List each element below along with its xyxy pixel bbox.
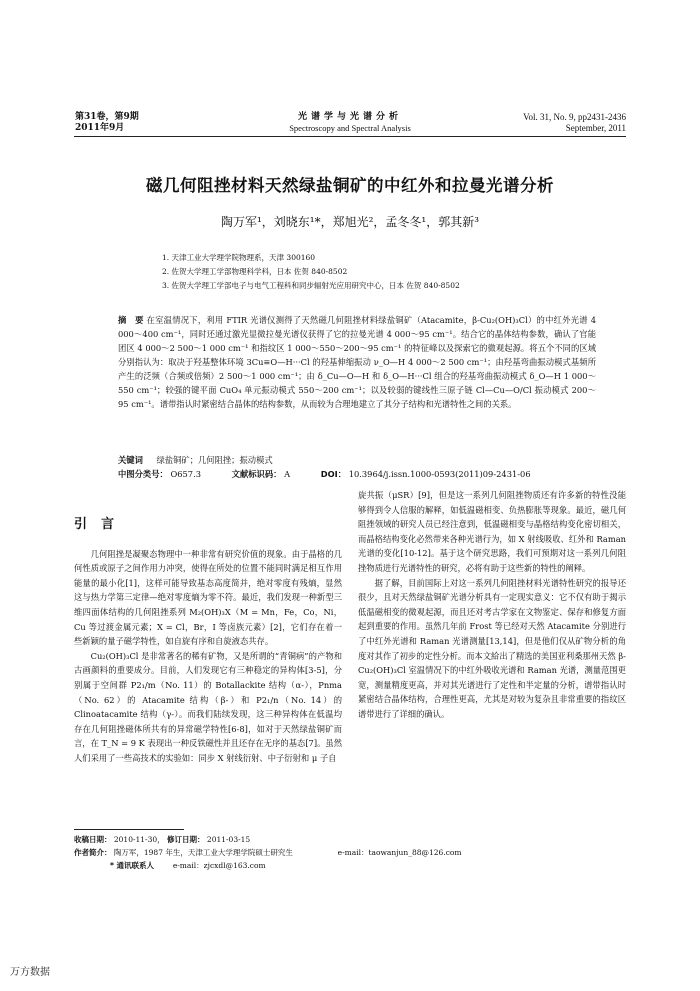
publication-month: September, 2011 <box>565 123 626 133</box>
doi-value: 10.3964/j.issn.1000-0593(2011)09-2431-06 <box>348 469 531 479</box>
intro-paragraph-2: Cu₂(OH)₃Cl 是非常著名的稀有矿物，又是所谓的“青铜病”的产物和古画颜料的重要成分。目前，人们发现它有三种稳定的异构体[3-5]，分别属于空间群 P2₁/m（No. 11）的 Botallackite 结构（α-），Pnma（No. 62）的 Atacamite 结构（β-）和 P2₁/n（No. 14）的 Clinoatacamite 结构（γ-）。而我们陆续发现，这三种异构体在低温均存在几何阻挫磁体所共有的异常磁学特性[6-8]，如对于天然绿盐铜矿而言，在 T_N = 9 K 表现出一种反铁磁性并且还存在无序的基态[7]。虽然人们采用了一些高技术的实验如：同步 X 射线衍射、中子衍射和 μ 子自 <box>74 650 342 763</box>
journal-name <box>250 112 450 134</box>
doc-code-label: 文献标识码： <box>231 469 282 479</box>
revised-label: 修订日期： <box>167 835 205 844</box>
journal-name-cn: 光谱学与光谱分析 <box>297 112 402 122</box>
volume-issue: 第31卷，第9期 <box>75 112 139 122</box>
received-label: 收稿日期： <box>74 835 112 844</box>
corresponding-line <box>74 859 626 872</box>
right-column <box>358 488 626 722</box>
received-date: 2010-11-30， <box>113 835 165 844</box>
volume-pages: Vol. 31, No. 9, pp2431-2436 <box>523 112 626 122</box>
keywords-label: 关键词 <box>118 455 143 465</box>
abstract-text: 在室温情况下，利用 FTIR 光谱仪测得了天然磁几何阻挫材料绿盐铜矿（Atacamite，β-Cu₂(OH)₃Cl）的中红外光谱 4 000～400 cm⁻¹，同时还通过激光显微拉曼光谱仪获得了它的拉曼光谱 4 000～95 cm⁻¹。结合它的晶体结构参数，确认了官能团区 4 000～2 500～1 000 cm⁻¹ 和指纹区 1 000～550～200～95 cm⁻¹ 的特征峰以及探索它的微观起源。将五个不同的区域分别指认为：取决于羟基整体环境 3Cu≡O—H···Cl 的羟基伸缩振动 ν_O—H 4 000～2 500 cm⁻¹；由羟基弯曲振动模式基频所产生的泛频（合频或倍频）2 500～1 000 cm⁻¹；由 δ_Cu—O—H 和 δ_O—H···Cl 组合的羟基弯曲振动模式 δ_O—H 1 000～550 cm⁻¹；较强的键平面 CuO₄ 单元振动模式 550～200 cm⁻¹；以及较弱的键线性三原子链 Cl—Cu—O/Cl 振动模式 200～95 cm⁻¹。谱带指认时紧密结合晶体的结构参数，从而较为合理地建立了其分子结构和光谱特性之间的关系。 <box>118 315 596 409</box>
clc-value: O657.3 <box>170 469 201 479</box>
abstract <box>118 313 596 411</box>
paper-title: 磁几何阻挫材料天然绿盐铜矿的中红外和拉曼光谱分析 <box>146 176 554 195</box>
keywords <box>118 453 273 467</box>
journal-name-en: Spectroscopy and Spectral Analysis <box>289 123 411 133</box>
intro-paragraph-4: 据了解，目前国际上对这一系列几何阻挫材料光谱特性研究的报导还很少，且对天然绿盐铜矿光谱分析具有一定现实意义：它不仅有助于揭示低温磁相变的微观起源，而且还对考古学家在文物鉴定、保存和修复方面起到重要的作用。虽然几年前 Frost 等已经对天然 Atacamite 分别进行了中红外光谱和 Raman 光谱测量[13,14]，但是他们仅从矿物分析的角度对其作了初步的定性分析。而本文給出了精选的美国亚利桑那州天然 β-Cu₂(OH)₃Cl 室温情况下的中红外吸收光谱和 Raman 光谱，测量范围更宽，测量精度更高，并对其光谱进行了定性和半定量的分析，谱带指认时紧密结合晶体结构，合理性更高，尤其是对较为复杂且非常重要的指纹区谱带进行了详细的确认。 <box>358 577 626 719</box>
left-column <box>74 488 342 766</box>
journal-volume-info-en <box>523 112 626 134</box>
keywords-text: 绿盐铜矿；几何阻挫；振动模式 <box>156 455 273 465</box>
bio-text: 陶万军，1987 年生，天津工业大学理学院硕士研究生 <box>113 848 293 857</box>
intro-paragraph-1: 几何阻挫是凝聚态物理中一种非常有研究价值的现象。由于晶格的几何性质或原子之间作用力冲突，使得在所处的位置不能同时满足相互作用能量的最小化[1]，这样可能导致基态高度简并，绝对零度有残熵，显然这与热力学第三定律—绝对零度熵为零不符。最近，我们发现一种新型三维四面体结构的几何阻挫系列 M₂(OH)₃X（M = Mn，Fe，Co，Ni，Cu 等过渡金属元素；X = Cl，Br，I 等卤族元素）[2]，它们存在着一些新颖的量子磁学特性，如自旋有序和自旋液态共存。 <box>74 548 342 647</box>
intro-paragraph-3: 旋共振（μSR）[9]，但是这一系列几何阻挫物质还有许多新的特性没能够得到令人信服的解释，如低温磁相变、负热膨胀等现象。最近，磁几何阻挫领域的研究人员已经注意到，低温磁相变与晶格结构变化密切相关，而晶格结构变化必然带来各种光谱行为，如 X 射线吸收、红外和 Raman 光谱的变化[10-12]。基于这个研究思路，我们可预期对这一系列几何阻挫物质进行光谱特性的研究，必将有助于这些新的特性的阐释。 <box>358 490 626 573</box>
author-email: e-mail：taowanjun_88@126.com <box>337 848 462 857</box>
classification-line <box>118 467 598 481</box>
affiliation-2: 2. 佐贺大学理工学部物理科学科，日本 佐贺 840-8502 <box>162 267 348 276</box>
dates-line <box>74 833 626 846</box>
affiliations <box>162 251 460 293</box>
affiliation-1: 1. 天津工业大学理学院物理系，天津 300160 <box>162 253 316 262</box>
bio-label: 作者简介： <box>74 848 112 857</box>
section-heading: 引言 <box>74 517 129 532</box>
footnote-rule <box>74 829 184 830</box>
header-rule <box>74 136 626 137</box>
revised-date: 2011-03-15 <box>206 835 251 844</box>
affiliation-3: 3. 佐贺大学理工学部电子与电气工程科和同步辐射光应用研究中心，日本 佐贺 840-8502 <box>162 281 460 290</box>
clc-label: 中图分类号： <box>118 469 168 479</box>
publication-date: 2011年9月 <box>75 123 125 133</box>
corresponding-label: * 通讯联系人 <box>110 861 155 870</box>
abstract-label: 摘 要 <box>118 315 144 325</box>
footnote <box>74 833 626 872</box>
journal-volume-info <box>75 112 139 134</box>
watermark: 万方数据 <box>10 967 50 978</box>
doi-label: DOI： <box>320 469 347 479</box>
bio-line <box>74 846 626 859</box>
author-list: 陶万军¹，刘晓东¹*，郑旭光²，孟冬冬¹，郭其新³ <box>220 215 480 229</box>
corresponding-email: e-mail：zjcxdl@163.com <box>172 861 266 870</box>
doc-code-value: A <box>284 469 291 479</box>
